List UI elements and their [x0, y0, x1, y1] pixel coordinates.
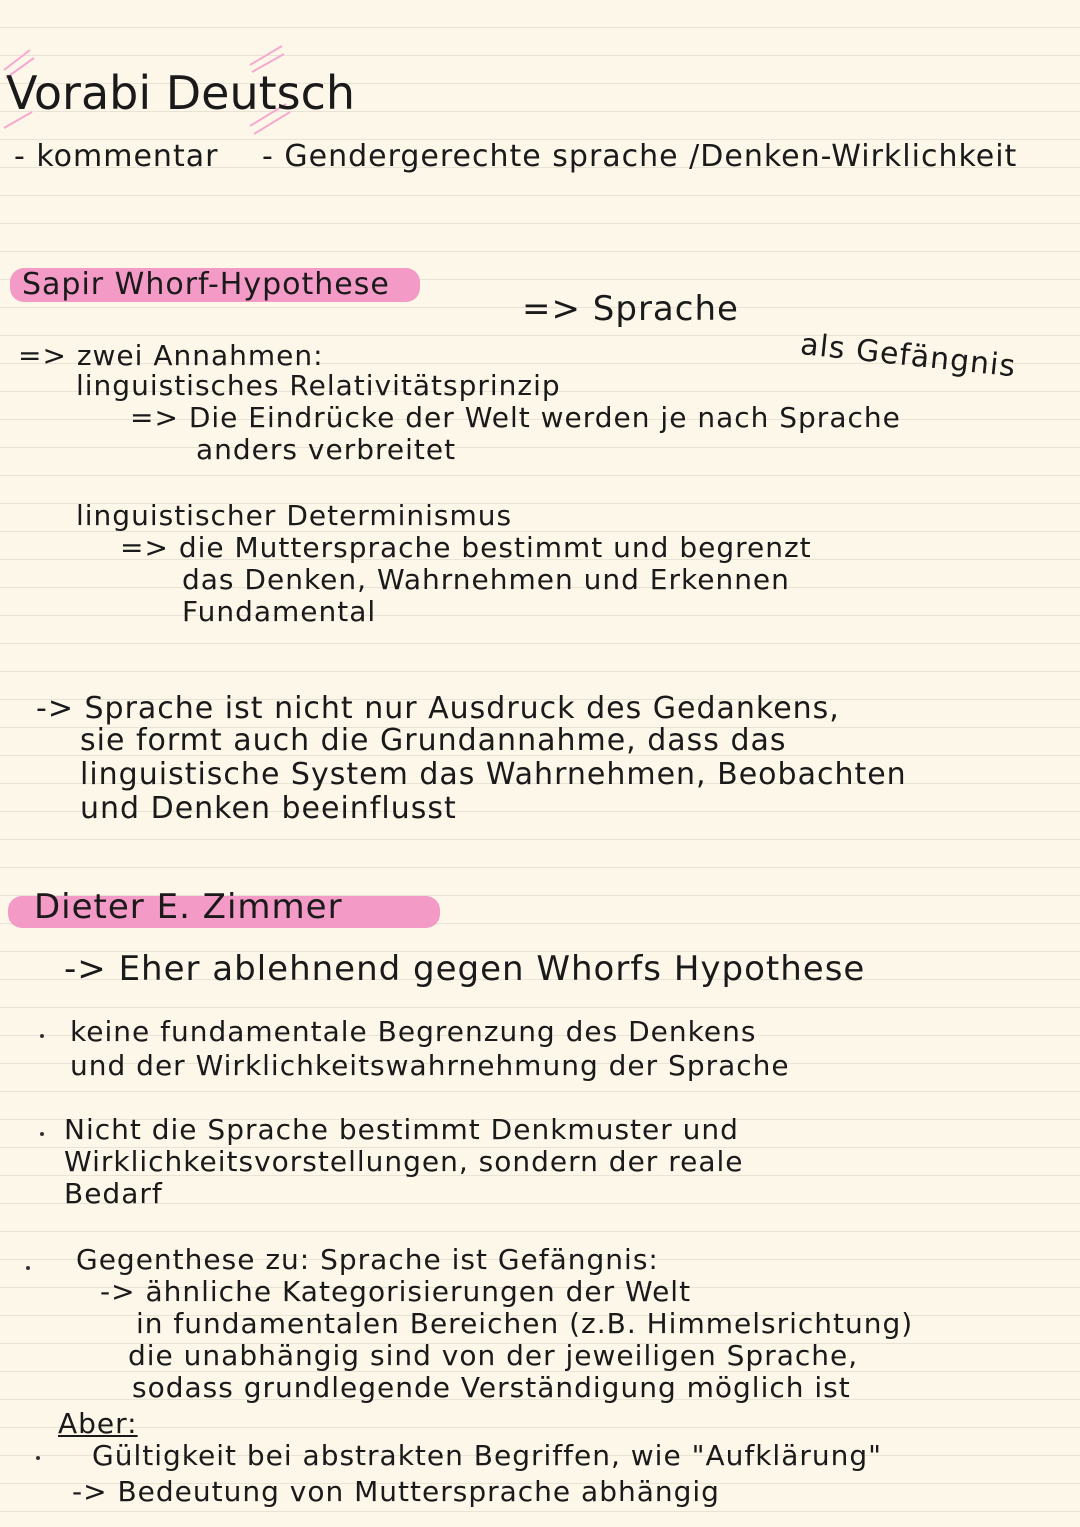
topic-theme: - Gendergerechte sprache /Denken-Wirklichkeit [262, 139, 1018, 174]
point-3d: die unabhängig sind von der jeweiligen Sprache, [128, 1339, 859, 1372]
aber-label: Aber: [58, 1407, 138, 1440]
point-2c: Bedarf [64, 1177, 163, 1210]
summary-line-1: -> Sprache ist nicht nur Ausdruck des Gedankens, [36, 691, 840, 726]
principle-1: linguistisches Relativitätsprinzip [76, 369, 561, 402]
bullet-dot [40, 1132, 44, 1136]
principle-2-desc-2: das Denken, Wahrnehmen und Erkennen [182, 563, 790, 596]
section1-heading: Sapir Whorf-Hypothese [22, 267, 390, 302]
summary-line-4: und Denken beeinflusst [80, 791, 457, 826]
section1-arrow-note-2: als Gefängnis [798, 327, 1018, 385]
summary-line-2: sie formt auch die Grundannahme, dass das [80, 723, 787, 758]
summary-line-3: linguistische System das Wahrnehmen, Beobachten [80, 757, 907, 792]
principle-2: linguistischer Determinismus [76, 499, 513, 532]
zimmer-stance: -> Eher ablehnend gegen Whorfs Hypothese [64, 949, 866, 989]
point-1b: und der Wirklichkeitswahrnehmung der Sprache [70, 1049, 790, 1082]
bullet-dot [40, 1034, 44, 1038]
principle-1-desc-1: => Die Eindrücke der Welt werden je nach Sprache [130, 401, 901, 434]
point-4b: -> Bedeutung von Muttersprache abhängig [72, 1475, 720, 1508]
section2-heading: Dieter E. Zimmer [34, 887, 343, 927]
point-3c: in fundamentalen Bereichen (z.B. Himmelsrichtung) [136, 1307, 914, 1340]
section1-intro: => zwei Annahmen: [18, 339, 324, 372]
topic-kommentar: - kommentar [14, 139, 219, 174]
principle-2-desc-1: => die Muttersprache bestimmt und begrenzt [120, 531, 812, 564]
section1-arrow-note: => Sprache [522, 289, 739, 329]
point-3b: -> ähnliche Kategorisierungen der Welt [100, 1275, 692, 1308]
point-2b: Wirklichkeitsvorstellungen, sondern der reale [64, 1145, 744, 1178]
point-3a: Gegenthese zu: Sprache ist Gefängnis: [76, 1243, 659, 1276]
page-title: Vorabi Deutsch [6, 66, 356, 120]
point-3e: sodass grundlegende Verständigung möglich ist [132, 1371, 851, 1404]
point-4a: Gültigkeit bei abstrakten Begriffen, wie "Aufklärung" [92, 1439, 883, 1472]
point-1a: keine fundamentale Begrenzung des Denkens [70, 1015, 757, 1048]
bullet-dot [36, 1456, 40, 1460]
principle-1-desc-2: anders verbreitet [196, 433, 457, 466]
point-2a: Nicht die Sprache bestimmt Denkmuster und [64, 1113, 739, 1146]
principle-2-desc-3: Fundamental [182, 595, 377, 628]
bullet-dot [26, 1266, 30, 1270]
